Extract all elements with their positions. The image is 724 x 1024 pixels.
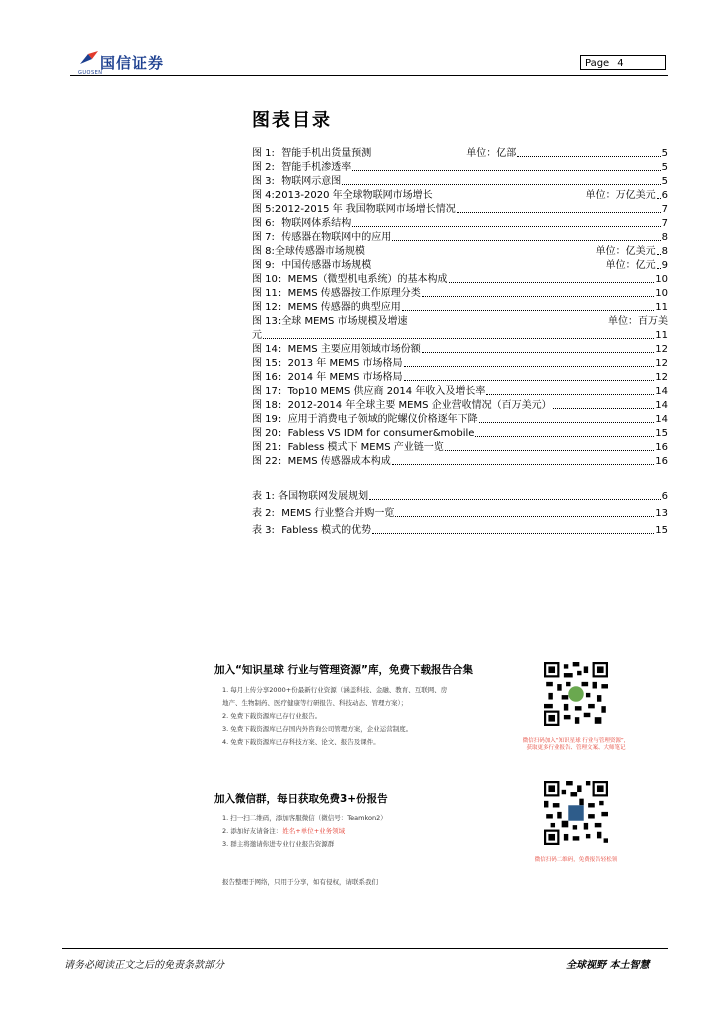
footer-slogan: 全球视野 本土智慧: [566, 960, 650, 971]
qr-code-wechat-icon[interactable]: [544, 781, 608, 845]
list-item: 1. 扫一扫二维码，添加客服微信（微信号：Teamkon2）: [222, 814, 387, 822]
toc-entry-figure-12[interactable]: 图 12: MEMS 传感器的典型应用 11: [252, 302, 668, 313]
toc-entry-figure-4[interactable]: 图 4: 2013-2020 年全球物联网市场增长 单位：万亿美元 6: [252, 190, 668, 201]
promo-list-2: [222, 812, 387, 851]
toc-entry-figure-1[interactable]: 图 1: 智能手机出货量预测 单位：亿部 5: [252, 148, 668, 159]
toc-entry-figure-13[interactable]: 图 13: 全球 MEMS 市场规模及增速 单位：百万美: [252, 316, 668, 327]
brand-name-en: GUOSEN: [78, 70, 103, 76]
toc-entry-figure-21[interactable]: 图 21: Fabless 模式下 MEMS 产业链一览 16: [252, 442, 668, 453]
qr-code-knowledge-planet-icon[interactable]: [544, 662, 608, 726]
toc-entry-figure-7[interactable]: 图 7: 传感器在物联网中的应用 8: [252, 232, 668, 243]
toc-entry-figure-14[interactable]: 图 14: MEMS 主要应用领域市场份额 12: [252, 344, 668, 355]
qr-caption-wechat: 微信扫码二维码，免费报告轻松领: [534, 857, 618, 863]
list-item: 3. 免费下载资源库已存国内外咨询公司管理方案，企业运营制度。: [222, 725, 413, 733]
toc-entry-figure-20[interactable]: 图 20: Fabless VS IDM for consumer&mobile 15: [252, 428, 668, 439]
disclaimer-note: 报告整理于网络，只用于分享，如有侵权，请联系我们: [222, 878, 378, 886]
toc-entry-figure-5[interactable]: 图 5: 2012-2015 年 我国物联网市场增长情况 7: [252, 204, 668, 215]
toc-title: 图表目录: [252, 110, 332, 131]
list-item: 3. 群主将邀请你进专业行业报告资源群: [222, 840, 335, 848]
toc-entry-figure-19[interactable]: 图 19: 应用于消费电子领域的陀螺仪价格逐年下降 14: [252, 414, 668, 425]
toc-entry-figure-6[interactable]: 图 6: 物联网体系结构 7: [252, 218, 668, 229]
list-item: 2. 添加好友请备注：姓名+单位+业务领域: [222, 827, 346, 835]
toc-entry-figure-9[interactable]: 图 9: 中国传感器市场规模 单位：亿元 9: [252, 260, 668, 271]
footer-rule: [62, 948, 668, 949]
toc-entry-figure-17[interactable]: 图 17: Top10 MEMS 供应商 2014 年收入及增长率 14: [252, 386, 668, 397]
highlight-text: 姓名+单位+业务领域: [282, 827, 346, 835]
promo-heading-knowledge-planet: 加入“知识星球 行业与管理资源”库，免费下载报告合集: [214, 664, 473, 676]
toc-entry-figure-3[interactable]: 图 3: 物联网示意图 5: [252, 176, 668, 187]
toc-entry-figure-11[interactable]: 图 11: MEMS 传感器按工作原理分类 10: [252, 288, 668, 299]
guosen-logo-mark-icon: [78, 50, 100, 68]
toc-entry-figure-2[interactable]: 图 2: 智能手机渗透率 5: [252, 162, 668, 173]
promo-list-1: [222, 684, 447, 749]
toc-entry-figure-15[interactable]: 图 15: 2013 年 MEMS 市场格局 12: [252, 358, 668, 369]
toc-entry-figure-13-cont: 元 11: [252, 330, 668, 341]
toc-entry-table-1[interactable]: 表 1: 各国物联网发展规划 6: [252, 491, 668, 502]
brand-name: 国信证券: [100, 54, 165, 72]
toc-entry-figure-8[interactable]: 图 8: 全球传感器市场规模 单位：亿美元 8: [252, 246, 668, 257]
page-label: Page: [585, 58, 610, 69]
list-item: 地产、生物制药、医疗健康等行研报告、科技动态、管理方案）；: [222, 699, 408, 707]
footer-disclaimer: 请务必阅读正文之后的免责条款部分: [64, 960, 224, 971]
toc-entry-figure-18[interactable]: 图 18: 2012-2014 年全球主要 MEMS 企业营收情况（百万美元） 14: [252, 400, 668, 411]
toc-entry-figure-10[interactable]: 图 10: MEMS（微型机电系统）的基本构成 10: [252, 274, 668, 285]
toc-entry-table-2[interactable]: 表 2: MEMS 行业整合并购一览 13: [252, 508, 668, 519]
toc-entry-figure-16[interactable]: 图 16: 2014 年 MEMS 市场格局 12: [252, 372, 668, 383]
page-indicator: [580, 55, 666, 70]
qr-caption-knowledge-planet: 微信扫码加入“知识星球 行业与管理资源”， 获取更多行业报告、管理文案、大师笔记: [522, 738, 630, 751]
list-item: 2. 免费下载资源库已存行业报告。: [222, 712, 322, 720]
list-item: 4. 免费下载资源库已存科技方案、论文、报告及课件。: [222, 738, 380, 746]
promo-heading-wechat-group: 加入微信群，每日获取免费3+份报告: [214, 793, 388, 805]
list-item: 1. 每月上传分享2000+份最新行业资源（涵盖科技、金融、教育、互联网、房: [222, 686, 448, 694]
toc-entry-figure-22[interactable]: 图 22: MEMS 传感器成本构成 16: [252, 456, 668, 467]
header-rule: [70, 75, 668, 76]
page-number: 4: [617, 58, 624, 69]
toc-entry-table-3[interactable]: 表 3: Fabless 模式的优势 15: [252, 525, 668, 536]
